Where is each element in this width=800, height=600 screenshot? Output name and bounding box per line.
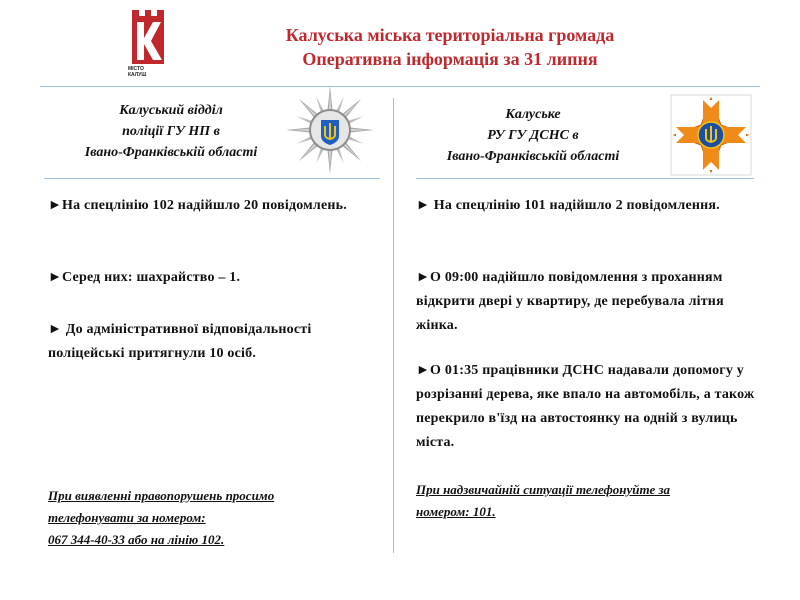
dsns-item-calls: ► На спецлінію 101 надійшло 2 повідомлення. [416,198,720,213]
logo-caption: МІСТО КАЛУШ [128,66,147,78]
police-header-rule [44,178,380,179]
dsns-department-name: Калуське РУ ГУ ДСНС в Івано-Франківській області [446,107,620,164]
page-subtitle: Оперативна інформація за 31 липня [302,49,598,69]
dsns-phone-number: номером: 101. [416,504,496,519]
police-department-name: Калуський відділ поліції ГУ НП в Івано-Франківській області [84,103,258,160]
police-item-calls: ►На спецлінію 102 надійшло 20 повідомлень. [48,198,347,213]
police-item-admin: ► До адміністративної відповідальності поліцейські притягнули 10 осіб. [48,322,312,361]
dsns-item-tree: ►О 01:35 працівники ДСНС надавали допомогу у розрізанні дерева, яке впало на автомобіль, а також перекрило в'їзд на автостоянку на одній з вулиць міста. [416,363,755,450]
police-item-fraud: ►Серед них: шахрайство – 1. [48,270,241,285]
police-phone-number: 067 344-40-33 або на лінію 102. [48,532,225,547]
page-title: Калуська міська територіальна громада [285,25,615,45]
top-divider [40,86,760,87]
dsns-header-rule [416,178,754,179]
dsns-cross-emblem-icon [668,92,754,178]
police-star-emblem-icon [284,84,376,176]
city-logo [128,8,168,80]
kalush-k-logo-icon [128,8,168,66]
dsns-item-apartment: ►О 09:00 надійшло повідомлення з проханням відкрити двері у квартиру, де перебувала літня жінка. [416,270,724,333]
police-footer: При виявленні правопорушень просимо телефонувати за номером: 067 344-40-33 або на лінію 102. [48,485,388,551]
dsns-footer: При надзвичайній ситуації телефонуйте за номером: 101. [416,479,760,523]
column-divider [393,98,394,553]
